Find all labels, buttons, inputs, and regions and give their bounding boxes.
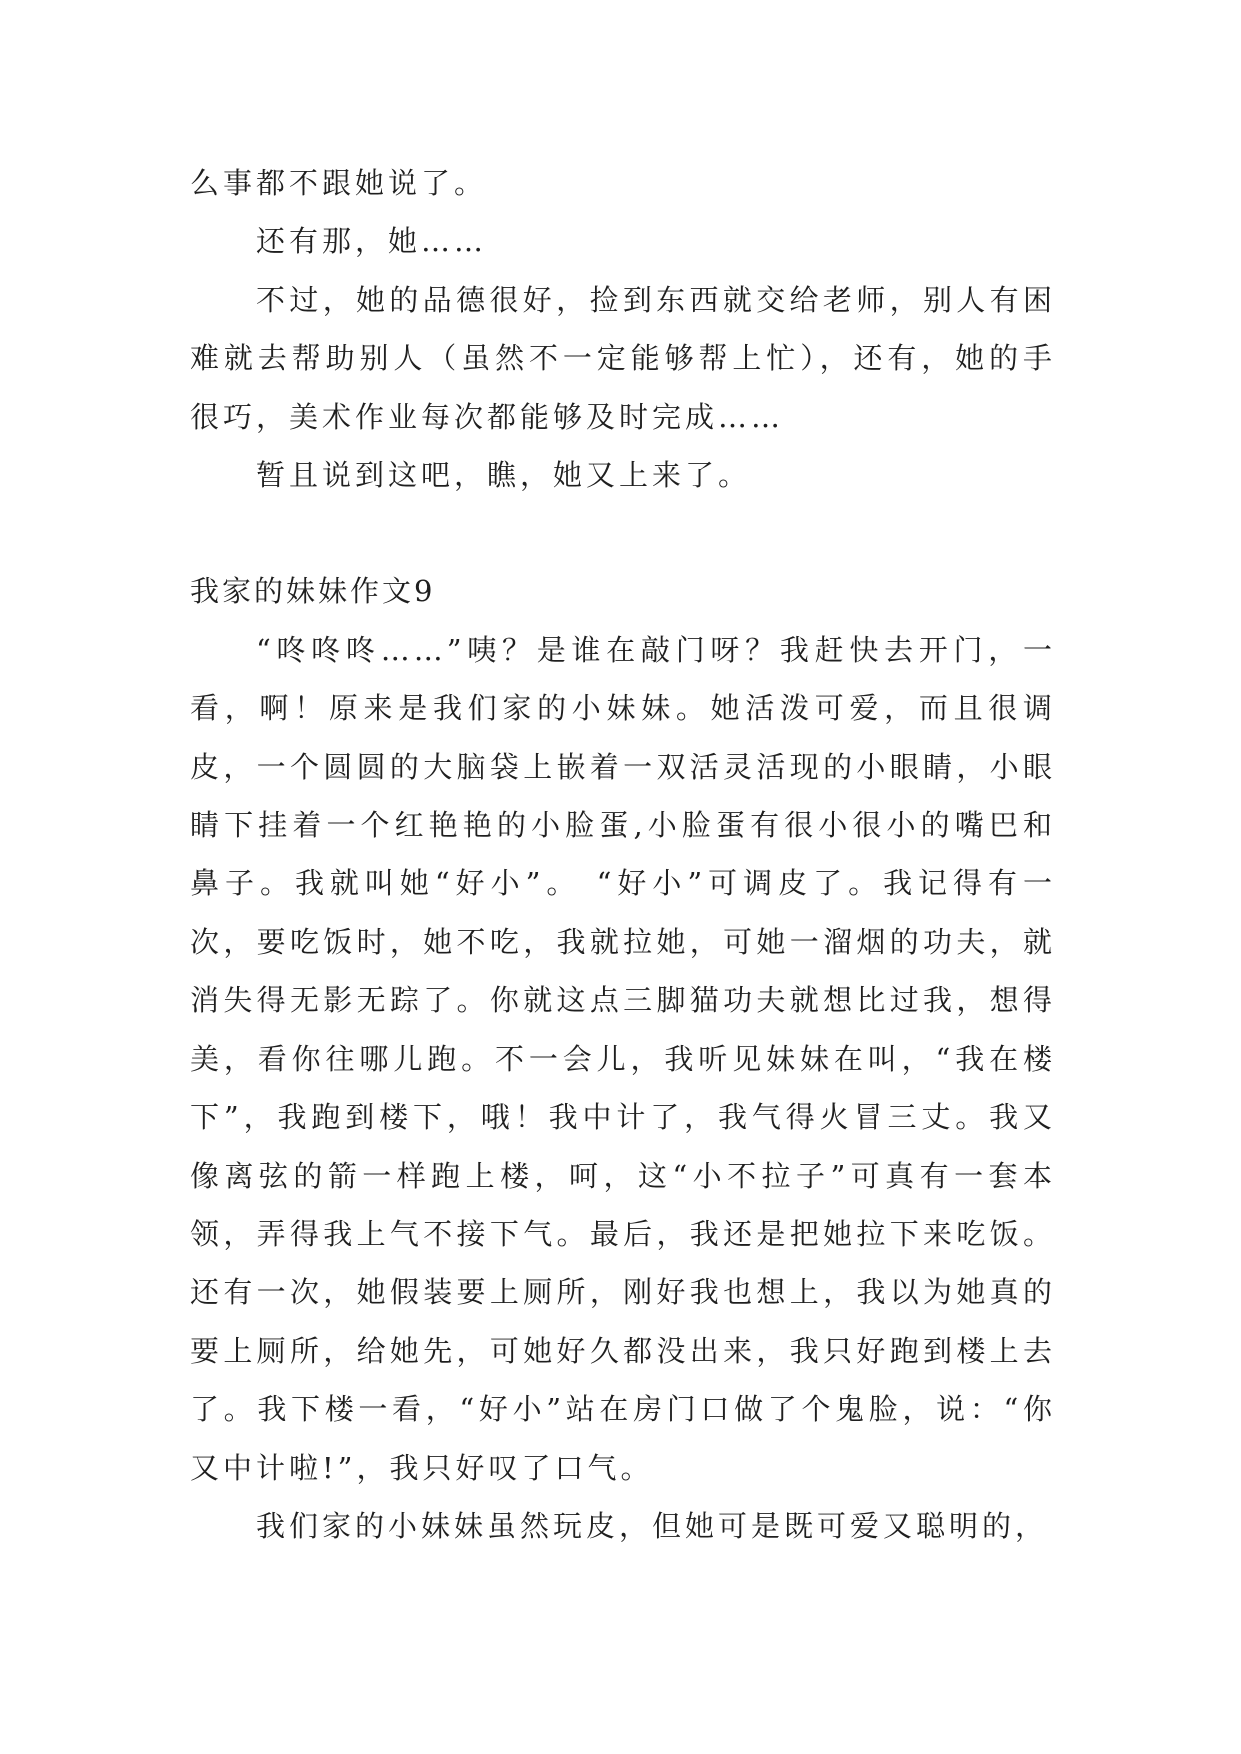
paragraph: 还有那，她…… bbox=[256, 224, 488, 259]
essay-title: 我家的妹妹作文9 bbox=[190, 574, 436, 609]
paragraph: 不过，她的品德很好，捡到东西就交给老师，别人有困难就去帮助别人（虽然不一定能够帮上忙），还有，她的手很巧，美术作业每次都能够及时完成…… bbox=[190, 282, 1056, 434]
paragraph: 暂且说到这吧，瞧，她又上来了。 bbox=[256, 458, 752, 493]
section-spacer bbox=[190, 504, 1056, 562]
document-body bbox=[190, 154, 1056, 1555]
paragraph: “咚咚咚……”咦？是谁在敲门呀？我赶快去开门，一看，啊！原来是我们家的小妹妹。她活泼可爱，而且很调皮，一个圆圆的大脑袋上嵌着一双活灵活现的小眼睛，小眼睛下挂着一个红艳艳的小脸蛋,小脸蛋有很小很小的嘴巴和鼻子。我就叫她“好小”。 “好小”可调皮了。我记得有一次，要吃饭时，她不吃，我就拉她，可她一溜烟的功夫，就消失得无影无踪了。你就这点三脚猫功夫就想比过我，想得美，看你往哪儿跑。不一会儿，我听见妹妹在叫，“我在楼下”，我跑到楼下，哦！我中计了，我气得火冒三丈。我又像离弦的箭一样跑上楼，呵，这“小不拉子”可真有一套本领，弄得我上气不接下气。最后，我还是把她拉下来吃饭。还有一次，她假装要上厕所，刚好我也想上，我以为她真的要上厕所，给她先，可她好久都没出来，我只好跑到楼上去了。我下楼一看，“好小”站在房门口做了个鬼脸，说：“你又中计啦!”，我只好叹了口气。 bbox=[190, 632, 1056, 1485]
paragraph: 我们家的小妹妹虽然玩皮，但她可是既可爱又聪明的， bbox=[256, 1508, 1049, 1543]
paragraph-continuation: 么事都不跟她说了。 bbox=[190, 166, 488, 200]
